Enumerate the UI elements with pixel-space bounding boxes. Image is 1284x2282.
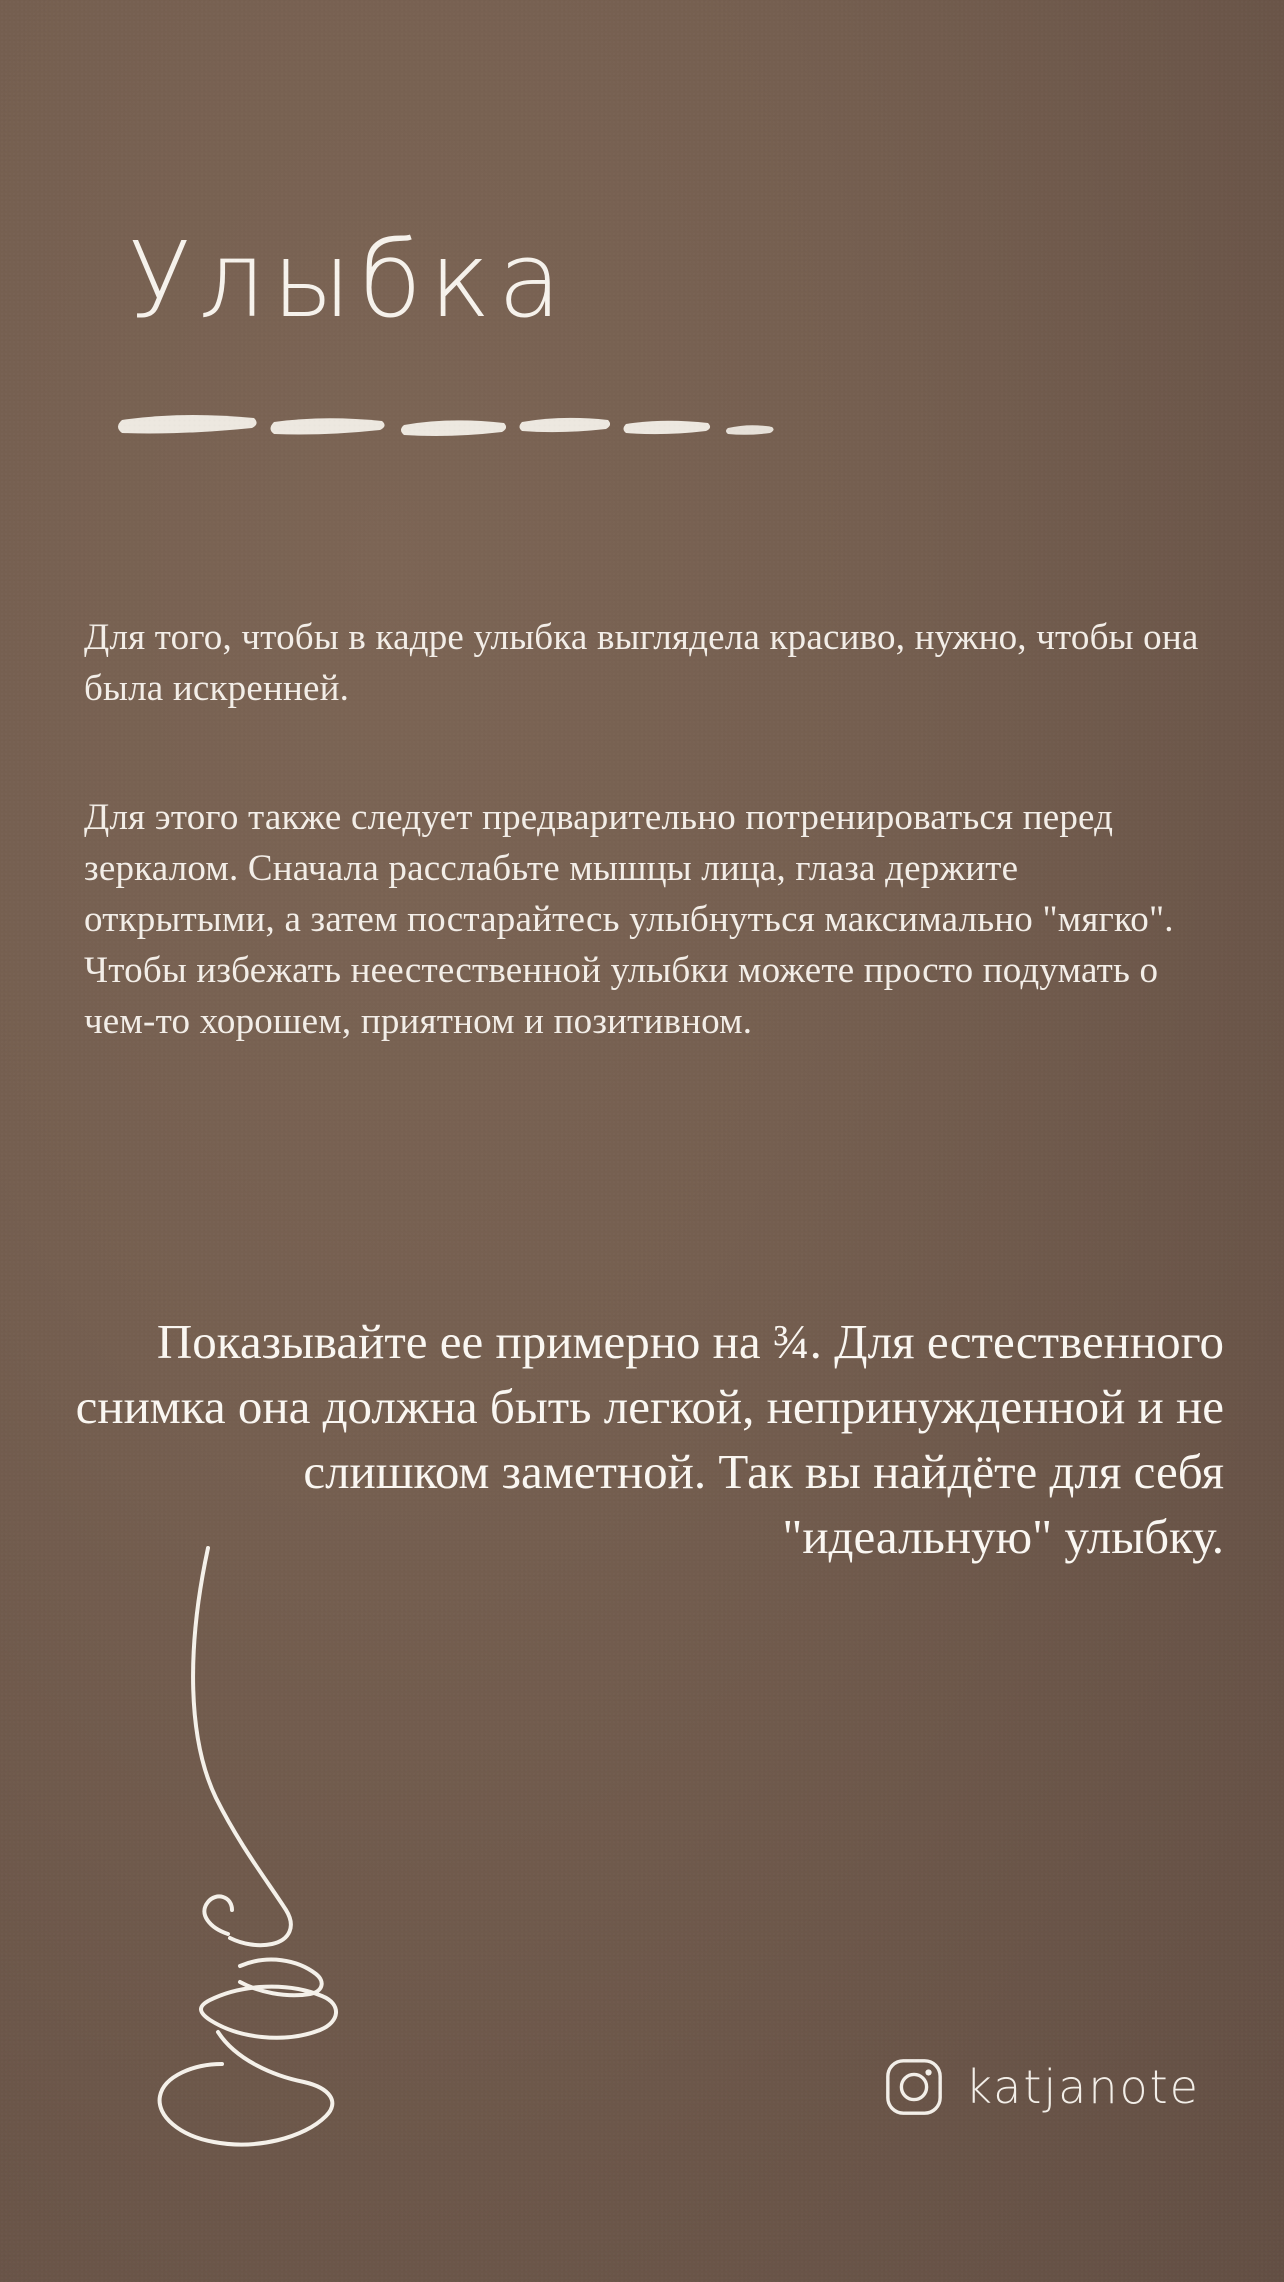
page-title: Улыбка [128, 219, 569, 341]
instagram-icon [883, 2056, 945, 2118]
paragraph-1: Для того, чтобы в кадре улыбка выглядела красиво, нужно, чтобы она была искренней. [84, 617, 1199, 710]
highlight-paragraph: Показывайте ее примерно на ¾. Для естественного снимка она должна быть легкой, непринужденной и не слишком заметной. Так вы найдёте для себя "идеальную" улыбку. [75, 1314, 1224, 1565]
paragraph-2: Для этого также следует предварительно потренироваться перед зеркалом. Сначала расслабьте мышцы лица, глаза держите открытыми, а затем постарайтесь улыбнуться максимально "мягко". Чтобы избежать неестественной улыбки можете просто подумать о чем-то хорошем, приятном и позитивном. [84, 797, 1174, 1043]
brush-stroke-divider [60, 400, 780, 444]
handle-label: katjanote [965, 2060, 1200, 2114]
instagram-handle[interactable] [883, 2056, 1200, 2118]
line-art-face-profile [90, 1530, 510, 2210]
